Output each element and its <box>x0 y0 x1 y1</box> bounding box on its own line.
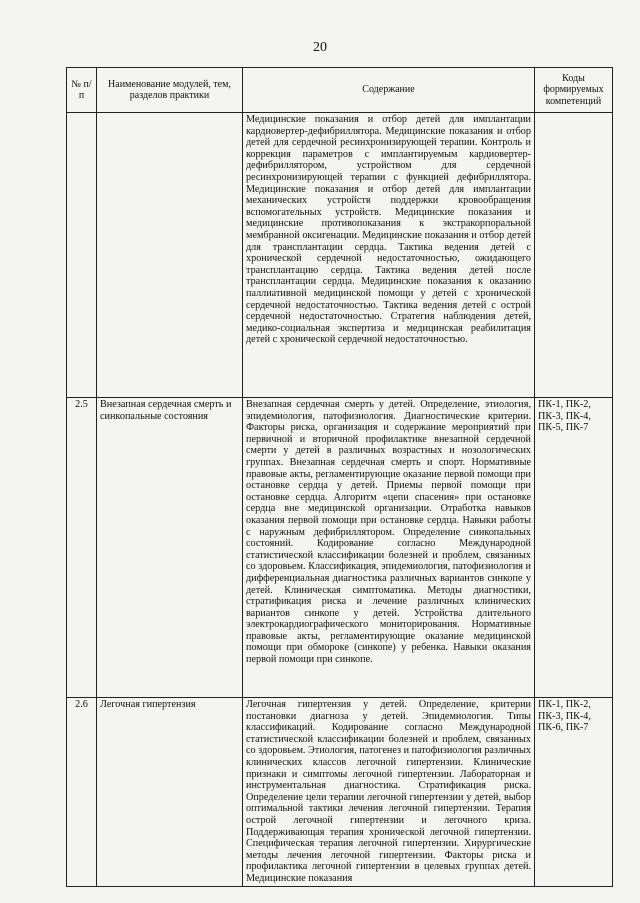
program-table <box>66 67 613 887</box>
header-name: Наименование модулей, тем, разделов практики <box>97 68 243 113</box>
table-header-row <box>67 68 613 113</box>
row-codes: ПК-1, ПК-2, ПК-3, ПК-4, ПК-6, ПК-7 <box>535 698 613 887</box>
row-num: 2.6 <box>67 698 97 887</box>
row-codes: ПК-1, ПК-2, ПК-3, ПК-4, ПК-5, ПК-7 <box>535 398 613 698</box>
row-name: Внезапная сердечная смерть и синкопальные состояния <box>97 398 243 698</box>
header-content: Содержание <box>243 68 535 113</box>
row-content: Медицинские показания и отбор детей для имплантации кардиовертер-дефибриллятора. Медицинские показания и отбор детей для сердечной ресинхронизирующей терапии. Контроль и коррекция параметров с имплантируемым кардиовертер-дефибриллятором, устройством для сердечной ресинхронизирующей терапии с функцией дефибриллятора. Медицинские показания и отбор детей для имплантации механических устройств поддержки кровообращения вспомогательных устройств. Медицинские показания и медицинские противопоказания к экстракорпоральной мембранной оксигенации. Медицинские показания и отбор детей для трансплантации сердца. Тактика ведения детей с хронической сердечной недостаточностью, ожидающего трансплантацию сердца. Тактика ведения детей после трансплантации сердца. Медицинские показания к оказанию паллиативной медицинской помощи у детей с хронической сердечной недостаточностью. Тактика ведения детей с острой сердечной недостаточностью. Стратегия наблюдения детей, медико-социальная экспертиза и медицинская реабилитация детей с хронической сердечной недостаточностью. <box>243 113 535 398</box>
table-row <box>67 113 613 398</box>
header-codes: Коды формируемых компетенций <box>535 68 613 113</box>
row-num: 2.5 <box>67 398 97 698</box>
row-codes <box>535 113 613 398</box>
row-name <box>97 113 243 398</box>
page-number: 20 <box>313 40 327 55</box>
row-content: Легочная гипертензия у детей. Определение, критерии постановки диагноза у детей. Эпидемиология. Типы классификаций. Кодирование согласно Международной статистической классификации болезней и проблем, связанных со здоровьем. Этиология, патогенез и патофизиология различных клинических классов легочной гипертензии. Клинические признаки и симптомы легочной гипертензии. Лабораторная и инструментальная диагностика. Стратификация риска. Определение цели терапии легочной гипертензии у детей, выбор оптимальной тактики лечения легочной гипертензии. Терапия острой легочной гипертензии и легочного криза. Поддерживающая терапия хронической легочной гипертензии. Специфическая терапия легочной гипертензии. Хирургические методы лечения легочной гипертензии. Факторы риска и профилактика легочной гипертензии в целевых группах детей. Медицинские показания <box>243 698 535 887</box>
row-content: Внезапная сердечная смерть у детей. Определение, этиология, эпидемиология, патофизиология. Диагностические критерии. Факторы риска, организация и содержание мероприятий при первичной и вторичной профилактике внезапной сердечной смерти у детей в различных возрастных и нозологических группах. Внезапная сердечная смерть и спорт. Нормативные правовые акты, регламентирующие оказание первой помощи при остановке сердца у детей. Приемы первой помощи при остановке сердца. Алгоритм «цепи спасения» при остановке сердца вне медицинской организации. Отработка навыков оказания первой помощи при остановке сердца. Навыки работы с наружным дефибриллятором. Определение синкопальных состояний. Кодирование согласно Международной статистической классификации болезней и проблем, связанных со здоровьем. Классификация, эпидемиология, патофизиология и дифференциальная диагностика различных вариантов синкопе у детей. Клиническая симптоматика. Методы диагностики, стратификация риска и лечение различных клинических вариантов синкопе у детей. Устройства длительного электрокардиографического мониторирования. Нормативные правовые акты, регламентирующие оказание медицинской помощи при обмороке (синкопе) у ребенка. Навыки оказания первой помощи при синкопе. <box>243 398 535 698</box>
header-num: № п/п <box>67 68 97 113</box>
table-row <box>67 698 613 887</box>
row-num <box>67 113 97 398</box>
table-row <box>67 398 613 698</box>
row-name: Легочная гипертензия <box>97 698 243 887</box>
